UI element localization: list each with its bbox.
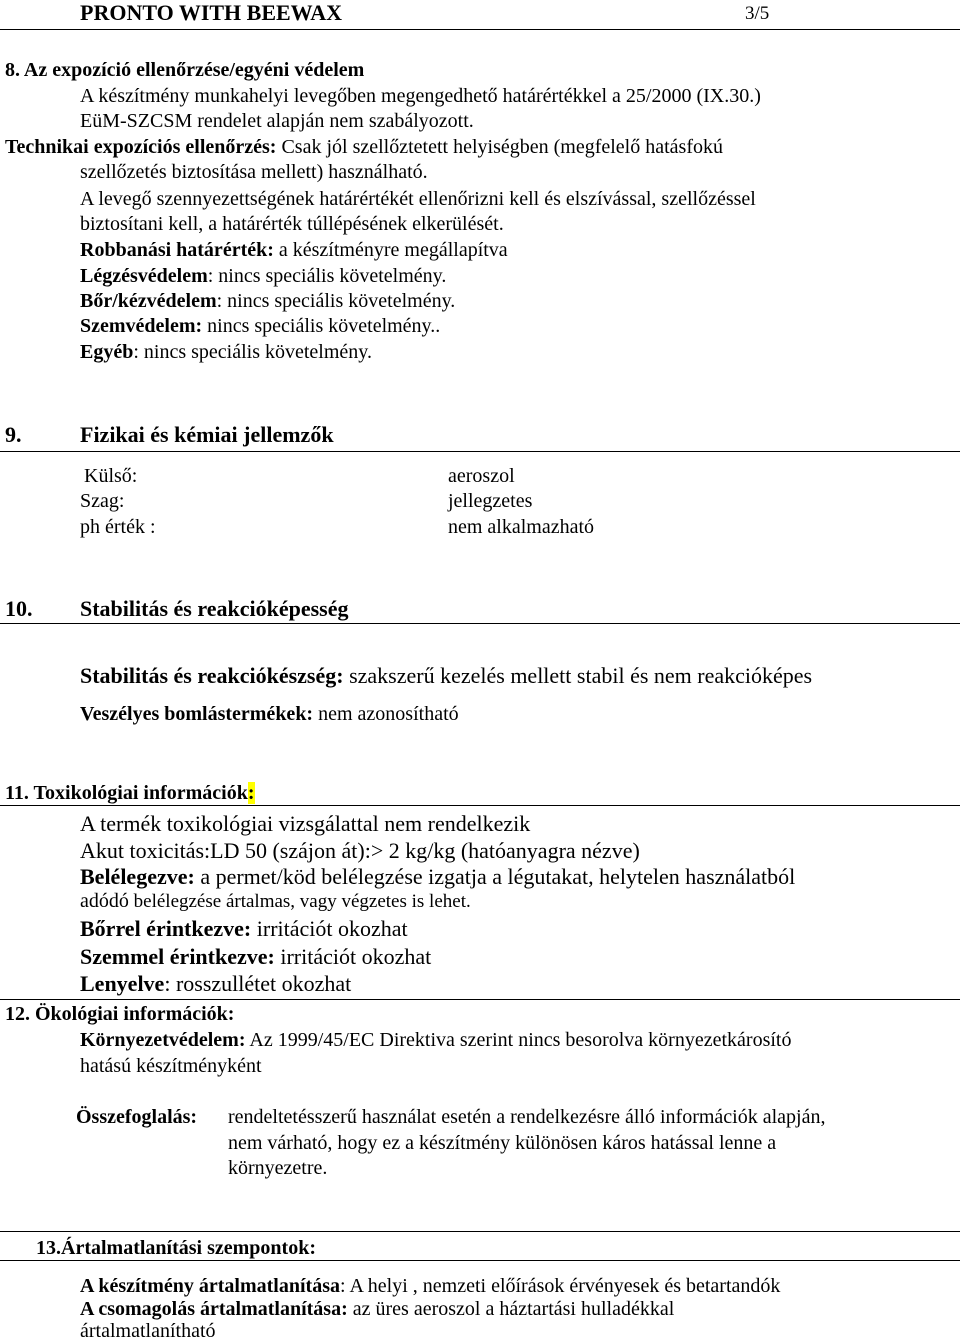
s9-row-value: nem alkalmazható: [448, 516, 595, 538]
s9-row-label: Szag:: [80, 490, 125, 512]
s8-explosion-limit: [80, 239, 508, 262]
section-10-title: Stabilitás és reakcióképesség: [80, 596, 349, 621]
s8-eye-label: Szemvédelem:: [80, 315, 203, 337]
s11-skin: [80, 916, 408, 942]
section-9-number: 9.: [5, 422, 22, 447]
section-11-title-text: 11. Toxikológiai információk: [5, 782, 248, 804]
s10-decomposition-text: nem azonosítható: [313, 703, 459, 725]
s13-packaging-line2: ártalmatlanítható: [80, 1320, 216, 1342]
s13-packaging-disposal: [80, 1298, 674, 1321]
s10-decomposition-label: Veszélyes bomlástermékek:: [80, 703, 314, 725]
s11-ingestion-label: Lenyelve: [80, 971, 165, 996]
s13-packaging-label: A csomagolás ártalmatlanítása:: [80, 1298, 348, 1320]
section-10-number: 10.: [5, 596, 33, 621]
s12-environment-text: Az 1999/45/EC Direktiva szerint nincs besorolva környezetkárosító: [245, 1029, 792, 1051]
s8-respiratory-label: Légzésvédelem: [80, 265, 208, 287]
s12-environment: [80, 1029, 791, 1052]
section-13-title: 13.Ártalmatlanítási szempontok:: [36, 1237, 316, 1259]
section-11-rule: [0, 805, 960, 806]
s8-tech-label: Technikai expozíciós ellenőrzés:: [5, 136, 277, 158]
s8-respiratory-text: : nincs speciális követelmény.: [207, 265, 447, 287]
s10-stability-text: szakszerű kezelés mellett stabil és nem reakcióképes: [343, 663, 813, 688]
page-number: 3/5: [745, 3, 770, 24]
s9-row-label: ph érték :: [80, 516, 156, 538]
s8-air-line2: biztosítani kell, a határérték túllépésének elkerülését.: [80, 213, 504, 235]
s10-decomposition: [80, 703, 459, 726]
s10-stability-label: Stabilitás és reakciókészség:: [80, 663, 344, 688]
s10-stability: [80, 663, 812, 689]
section-11-title: [5, 782, 255, 805]
s11-eye-label: Szemmel érintkezve:: [80, 944, 275, 969]
s12-summary-line2: nem várható, hogy ez a készítmény különösen káros hatással lenne a: [228, 1132, 777, 1154]
s8-other-label: Egyéb: [80, 341, 134, 363]
s13-product-disposal: [80, 1275, 780, 1298]
s12-summary-line3: környezetre.: [228, 1157, 328, 1179]
s11-eye-text: irritációt okozhat: [274, 944, 432, 969]
section-9-rule: [0, 451, 960, 452]
section-8-title: 8. Az expozíció ellenőrzése/egyéni védelem: [5, 59, 365, 81]
section-13-rule-bottom: [0, 1260, 960, 1261]
section-9-title: Fizikai és kémiai jellemzők: [80, 422, 334, 447]
section-13-rule-top: [0, 1231, 960, 1232]
s9-row-value: jellegzetes: [448, 490, 533, 512]
s8-eye: [80, 315, 440, 338]
s11-eye: [80, 944, 431, 970]
s11-inhalation: [80, 864, 795, 890]
s8-tech-line2: szellőzetés biztosítása mellett) használható.: [80, 161, 428, 183]
section-12-rule: [0, 999, 960, 1000]
product-name: PRONTO WITH BEEWAX: [80, 0, 343, 25]
s11-ingestion: [80, 971, 351, 997]
s8-tech-paragraph: [5, 136, 723, 159]
s11-skin-text: irritációt okozhat: [251, 916, 408, 941]
s13-product-label: A készítmény ártalmatlanítása: [80, 1275, 340, 1297]
s12-summary-label: Összefoglalás:: [76, 1106, 198, 1128]
s8-explosion-label: Robbanási határérték:: [80, 239, 274, 261]
s12-summary-line1: rendeltetésszerű használat esetén a rendelkezésre álló információk alapján,: [228, 1106, 826, 1128]
section-10-rule: [0, 623, 960, 624]
s8-line2: EüM-SZCSM rendelet alapján nem szabályozott.: [80, 110, 474, 132]
s11-skin-label: Bőrrel érintkezve:: [80, 916, 252, 941]
s9-row-value: aeroszol: [448, 465, 515, 487]
s9-row-label: Külső:: [84, 465, 138, 487]
section-11-colon-highlight: :: [247, 782, 255, 804]
s13-packaging-text: az üres aeroszol a háztartási hulladékkal: [347, 1298, 675, 1320]
s13-product-text: : A helyi , nemzeti előírások érvényesek és betartandók: [339, 1275, 781, 1297]
s11-line2: Akut toxicitás:LD 50 (szájon át):> 2 kg/kg (hatóanyagra nézve): [80, 838, 640, 863]
s11-inhalation-line2a: adódó: [80, 890, 129, 912]
s11-ingestion-text: : rosszullétet okozhat: [164, 971, 352, 996]
s8-skin-text: : nincs speciális követelmény.: [216, 290, 456, 312]
s12-environment-label: Környezetvédelem:: [80, 1029, 246, 1051]
s12-environment-line2: hatású készítményként: [80, 1055, 262, 1077]
s8-skin-hand: [80, 290, 455, 313]
s8-line1: A készítmény munkahelyi levegőben megengedhető határértékkel a 25/2000 (IX.30.): [80, 85, 761, 107]
section-12-title: 12. Ökológiai információk:: [5, 1003, 235, 1025]
s8-air-line1: A levegő szennyezettségének határértékét ellenőrizni kell és elszívással, szellőzéssel: [80, 188, 756, 210]
s8-eye-text: nincs speciális követelmény..: [202, 315, 441, 337]
s11-inhalation-label: Belélegezve:: [80, 864, 195, 889]
s11-inhalation-line2b: belélegzése ártalmas, vagy végzetes is lehet.: [128, 891, 471, 912]
s11-inhalation-line2: [80, 890, 471, 913]
s8-respiratory: [80, 265, 446, 288]
s8-explosion-text: a készítményre megállapítva: [273, 239, 508, 261]
s11-line1: A termék toxikológiai vizsgálattal nem rendelkezik: [80, 811, 531, 836]
s11-inhalation-text: a permet/köd belélegzése izgatja a légutakat, helytelen használatból: [194, 864, 796, 889]
s8-tech-text: Csak jól szellőztetett helyiségben (megfelelő hatásfokú: [276, 136, 723, 158]
header-rule: [0, 29, 960, 30]
s8-other-text: : nincs speciális követelmény.: [133, 341, 372, 363]
s8-skin-label: Bőr/kézvédelem: [80, 290, 217, 312]
s8-other: [80, 341, 372, 364]
